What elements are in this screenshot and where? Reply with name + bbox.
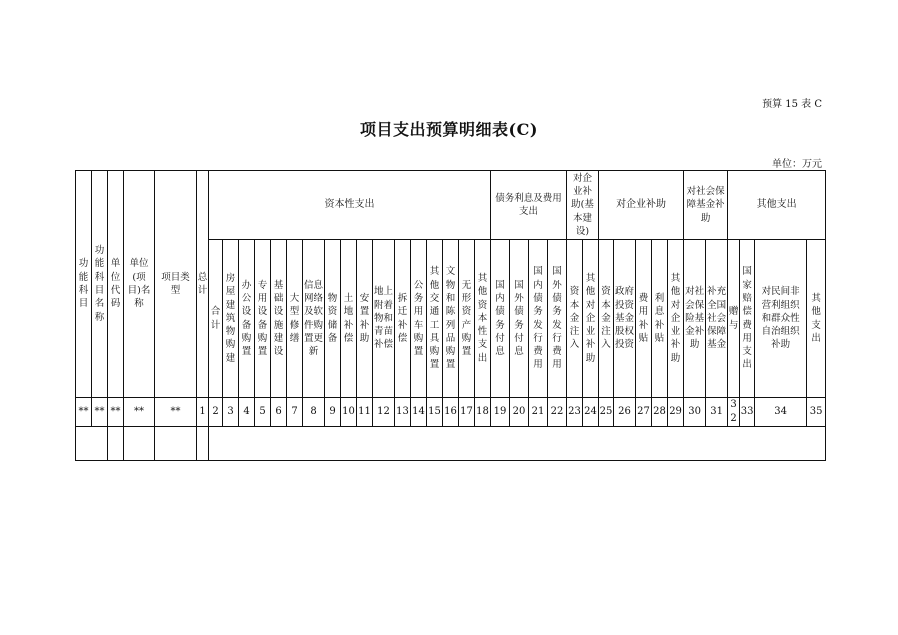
subcol-header: 资本金注入	[567, 240, 583, 398]
subcol-header: 文物和陈列品购置	[443, 240, 459, 398]
table-body	[76, 171, 826, 461]
subcol-header: 其他资本性支出	[475, 240, 491, 398]
column-number: 17	[459, 398, 475, 427]
column-number: 1	[197, 398, 209, 427]
column-number: 2	[209, 398, 223, 427]
empty-cell	[108, 427, 124, 461]
col-func-code: 功能科目	[76, 171, 92, 398]
subcol-header: 利息补贴	[652, 240, 668, 398]
page-title: 项目支出预算明细表(C)	[360, 120, 538, 139]
empty-cell	[197, 427, 209, 461]
empty-cell	[76, 427, 108, 461]
subcol-header: 国外债务付息	[510, 240, 529, 398]
column-number: 30	[684, 398, 706, 427]
subcol-header: 公务用车购置	[411, 240, 427, 398]
subcol-header: 大型修缮	[287, 240, 303, 398]
unit-label: 单位：万元	[772, 159, 822, 170]
column-number: 32	[728, 398, 740, 427]
column-number: 5	[255, 398, 271, 427]
header-group-row	[76, 171, 826, 240]
column-number: 34	[755, 398, 807, 427]
subcol-header: 国家赔偿费用支出	[740, 240, 755, 398]
column-number: 3	[223, 398, 239, 427]
subcol-header: 政府投资基金股权投资	[614, 240, 636, 398]
column-number: 6	[271, 398, 287, 427]
col-func-name: 功能科目名称	[92, 171, 108, 398]
group-social: 对社会保障基金补助	[684, 171, 728, 240]
column-number: 27	[636, 398, 652, 427]
subcol-header: 其他对企业补助	[668, 240, 684, 398]
column-number: 21	[529, 398, 548, 427]
column-number: 31	[706, 398, 728, 427]
column-number: 9	[325, 398, 341, 427]
data-row-empty	[76, 427, 826, 461]
column-number: 18	[475, 398, 491, 427]
subcol-header: 物资储备	[325, 240, 341, 398]
column-number: 29	[668, 398, 684, 427]
column-number: 23	[567, 398, 583, 427]
column-number: 19	[491, 398, 510, 427]
group-other: 其他支出	[728, 171, 826, 240]
col-unit-name: 单位(项目)名称	[124, 171, 155, 398]
subcol-header: 对民间非营利组织和群众性自治组织补助	[755, 240, 807, 398]
col-unit-code: 单位代码	[108, 171, 124, 398]
column-number: 10	[341, 398, 357, 427]
subcol-header: 信息网络及软件购置更新	[303, 240, 325, 398]
column-number: **	[92, 398, 108, 427]
subcol-header: 费用补贴	[636, 240, 652, 398]
column-number: 13	[395, 398, 411, 427]
subcol-header: 地上附着物和青苗补偿	[373, 240, 395, 398]
group-capital: 资本性支出	[209, 171, 491, 240]
subcol-header: 土地补偿	[341, 240, 357, 398]
subcol-header: 国外债务发行费用	[548, 240, 567, 398]
column-number: 25	[599, 398, 614, 427]
empty-cell	[124, 427, 155, 461]
subcol-header: 房屋建筑物购建	[223, 240, 239, 398]
col-project-type: 项目类型	[155, 171, 197, 398]
column-number: 20	[510, 398, 529, 427]
column-number: **	[108, 398, 124, 427]
subcol-header: 国内债务发行费用	[529, 240, 548, 398]
column-number-row	[76, 398, 826, 427]
group-debt: 债务利息及费用支出	[491, 171, 567, 240]
subcol-header: 合计	[209, 240, 223, 398]
column-number: **	[76, 398, 92, 427]
subcol-header: 其他交通工具购置	[427, 240, 443, 398]
subcol-header: 安置补助	[357, 240, 373, 398]
budget-table	[75, 170, 826, 461]
column-number: 16	[443, 398, 459, 427]
column-number: 33	[740, 398, 755, 427]
group-enterprise-capital: 对企业补助(基本建设)	[567, 171, 599, 240]
col-total: 总计	[197, 171, 209, 398]
subcol-header: 办公设备购置	[239, 240, 255, 398]
subcol-header: 拆迁补偿	[395, 240, 411, 398]
empty-cell	[155, 427, 197, 461]
column-number: 7	[287, 398, 303, 427]
column-number: 35	[807, 398, 826, 427]
column-number: 24	[583, 398, 599, 427]
column-number: 28	[652, 398, 668, 427]
column-number: 11	[357, 398, 373, 427]
column-number: 26	[614, 398, 636, 427]
subcol-header: 国内债务付息	[491, 240, 510, 398]
column-number: **	[155, 398, 197, 427]
subcol-header: 资本金注入	[599, 240, 614, 398]
column-number: **	[124, 398, 155, 427]
group-enterprise: 对企业补助	[599, 171, 684, 240]
subcol-header: 基础设施建设	[271, 240, 287, 398]
column-number: 22	[548, 398, 567, 427]
column-number: 8	[303, 398, 325, 427]
subcol-header: 无形资产购置	[459, 240, 475, 398]
subcol-header: 其他支出	[807, 240, 826, 398]
subcol-header: 赠与	[728, 240, 740, 398]
empty-cell	[209, 427, 826, 461]
table-code: 预算 15 表 C	[762, 99, 822, 110]
column-number: 12	[373, 398, 395, 427]
subcol-header: 其他对企业补助	[583, 240, 599, 398]
subcol-header: 对社会保险基金补助	[684, 240, 706, 398]
column-number: 15	[427, 398, 443, 427]
subcol-header: 专用设备购置	[255, 240, 271, 398]
column-number: 4	[239, 398, 255, 427]
column-number: 14	[411, 398, 427, 427]
subcol-header: 补充全国社会保障基金	[706, 240, 728, 398]
